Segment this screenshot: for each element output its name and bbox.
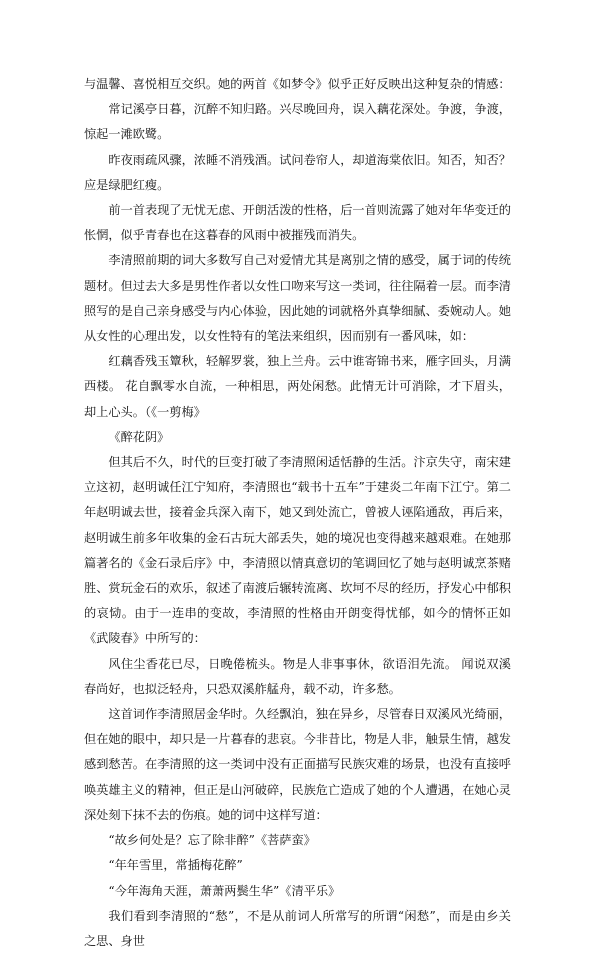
paragraph-commentary-2: 这首词作李清照居金华时。久经飘泊，独在异乡，尽管春日双溪风光绮丽，但在她的眼中，却只是一片暮春的悲哀。今非昔比，物是人非，触景生情，越发感到愁苦。在李清照的这一类词中没有正面描写民族灾难的场景，也没有直接呼唤英雄主义的精神，但正是山河破碎，民族危亡造成了她的个人遭遇，在她心灵深处刻下抹不去的伤痕。她的词中这样写道： (84, 707, 511, 822)
quote-qingpingyue: “今年海角天涯，萧萧两鬓生华”《清平乐》 (108, 883, 341, 898)
paragraph-early-works: 李清照前期的词大多数写自己对爱情尤其是离别之情的感受，属于词的传统题材。但过去大多是男性作者以女性口吻来写这一类词，往往隔着一层。而李清照写的是自己亲身感受与内心体验，因此她的词就格外真挚细腻、委婉动人。她从女性的心理出发，以女性特有的笔法来组织，因而别有一番风味，如： (84, 253, 511, 344)
poem-wulingchun: 风住尘香花已尽，日晚倦梳头。物是人非事事休，欲语泪先流。 闻说双溪春尚好，也拟泛轻舟，只恐双溪舴艋舟，载不动，许多愁。 (84, 656, 511, 696)
paragraph-sorrow: 我们看到李清照的“愁”，不是从前词人所常写的所谓“闲愁”，而是由乡关之思、身世 (84, 908, 511, 948)
poem-yijianmei: 红藕香残玉簟秋，轻解罗裳，独上兰舟。云中谁寄锦书来，雁字回头，月满西楼。 花自飘零水自流，一种相思，两处闲愁。此情无计可消除，才下眉头，却上心头。（《一剪梅》 (84, 354, 511, 419)
poem-rumengling-2: 昨夜雨疏风骤，浓睡不消残酒。试问卷帘人，却道海棠依旧。知否，知否？应是绿肥红瘦。 (84, 152, 511, 192)
quote-plum-blossom: “年年雪里，常插梅花醉” (108, 858, 243, 873)
quote-pusaman: “故乡何处是？忘了除非醉”《菩萨蛮》 (108, 833, 316, 848)
paragraph-commentary-1: 前一首表现了无忧无虑、开朗活泼的性格，后一首则流露了她对年华变迁的怅惘，似乎青春也在这暮春的风雨中被摧残而消失。 (84, 203, 511, 243)
paragraph-intro: 与温馨、喜悦相互交织。她的两首《如梦令》似乎正好反映出这种复杂的情感： (84, 77, 511, 91)
poem-title-zuihuayin: 《醉花阴》 (108, 429, 170, 444)
paragraph-later-life: 但其后不久，时代的巨变打破了李清照闲适恬静的生活。汴京失守，南宋建立这初，赵明诚任江宁知府，李清照也“载书十五车”于建炎二年南下江宁。第二年赵明诚去世，接着金兵深入南下，她又到处流亡，曾被人诬陷通敌，再后来，赵明诚生前多年收集的金石古玩大部丢失，她的境况也变得越来越艰难。在她那篇著名的《金石录后序》中，李清照以情真意切的笔调回忆了她与赵明诚烹茶赌胜、赏玩金石的欢乐，叙述了南渡后辗转流离、坎坷不尽的经历，抒发心中郁积的哀恸。由于一连串的变故，李清照的性格由开朗变得忧郁，如今的情怀正如《武陵春》中所写的： (84, 455, 511, 646)
poem-rumengling-1: 常记溪亭日暮，沉醉不知归路。兴尽晚回舟，误入藕花深处。争渡，争渡，惊起一滩欧鹭。 (84, 102, 511, 142)
